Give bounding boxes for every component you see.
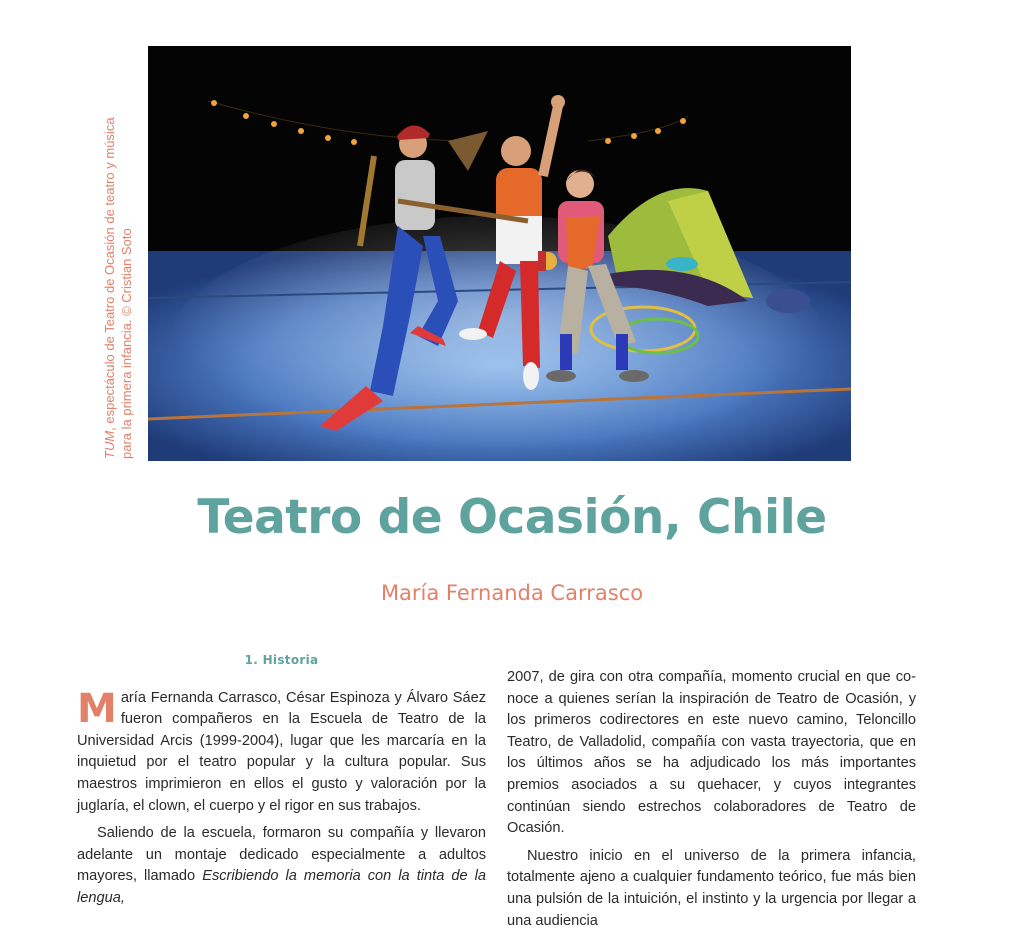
paragraph-1: [77, 685, 486, 818]
caption-show-title: TUM: [102, 430, 117, 459]
drop-cap: M: [77, 685, 117, 732]
stage-photo: [148, 46, 851, 461]
paragraph-1-text: aría Fernanda Carrasco, César Espinoza y Álvaro Sáez fueron compañeros en la Escuela de Teatro de la Universidad Arcis (1999-2004), lugar que les marcaría en la inquietud por el teatro popular y la cultura popular. Sus maestros imprimieron en ellos el gusto y valoración por la juglaría, el clown, el cuerpo y el rigor en sus trabajos.: [77, 689, 486, 814]
paragraph-2-italic: Escribiendo la memoria con la tinta de la lengua,: [77, 868, 486, 906]
section-heading: 1. Historia: [244, 653, 319, 667]
photo-caption: [101, 99, 151, 459]
article-title: Teatro de Ocasión, Chile: [197, 490, 827, 545]
column-right: [507, 667, 916, 932]
caption-text: , espectáculo de Teatro de Ocasión de teatro y música para la primera infancia. © Cristian Soto: [102, 117, 134, 459]
paragraph-3: 2007, de gira con otra compañía, momento crucial en que conoce a quienes serían la inspiración de Teatro de Ocasión, y los primeros codirectores en este nuevo camino, Teloncillo Teatro, de Valladolid, compañía con vasta trayectoria, que en los últimos años se ha adjudicado los más importantes premios asociados a su quehacer, y cuyos integrantes continúan siendo estrechos colaboradores de Teatro de Ocasión.: [507, 669, 916, 837]
article-author: María Fernanda Carrasco: [380, 581, 644, 605]
paragraph-2: [77, 823, 486, 909]
column-left: [77, 650, 486, 910]
stage-photo-illustration: [148, 46, 851, 461]
paragraph-4: Nuestro inicio en el universo de la primera infancia, totalmente ajeno a cualquier fundamento teórico, fue más bien una pulsión de la intuición, el instinto y la urgencia por llegar a una audiencia: [507, 847, 916, 929]
paragraph-2-text: Saliendo de la escuela, formaron su compañía y llevaron adelante un montaje dedicado especialmente a adultos mayores, llamado: [77, 825, 486, 885]
